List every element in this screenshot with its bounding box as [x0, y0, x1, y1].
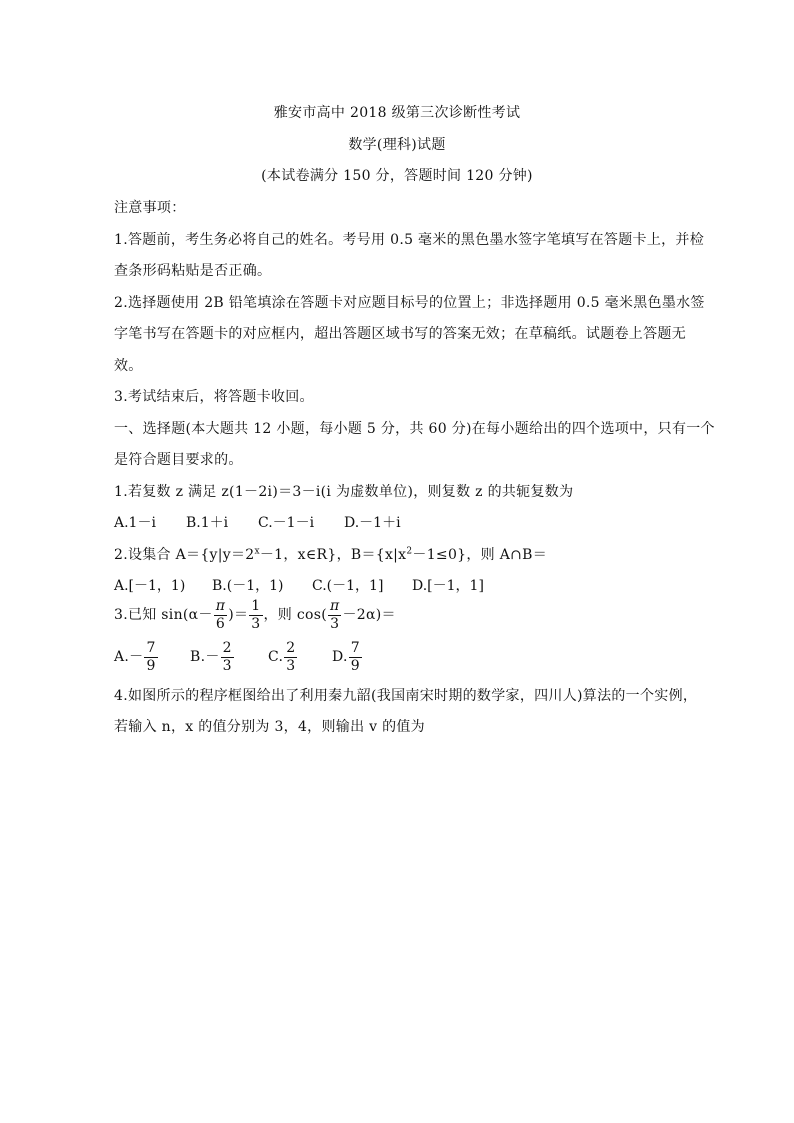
q2-stem-part-c: －1≤0}，则 A∩B＝ — [412, 547, 548, 563]
q1-stem: 1.若复数 z 满足 z(1－2i)＝3－i(i 为虚数单位)，则复数 z 的共轭复数为 — [114, 484, 574, 500]
q3-fraction-1-denominator: 6 — [215, 615, 226, 632]
q2-stem-part-b: －1，x∈R}，B＝{x|x — [259, 547, 407, 563]
q3-option-c — [268, 638, 298, 676]
note-2-line-3: 效。 — [114, 358, 143, 374]
q3-fraction-2-denominator: 3 — [251, 615, 261, 632]
q3-option-a — [114, 638, 159, 676]
q3-option-b-denominator: 3 — [222, 657, 232, 674]
q3-option-b — [190, 638, 235, 676]
q3-option-c-fraction — [284, 640, 297, 675]
q2-option-c: C.(－1，1] — [312, 578, 384, 594]
q2-option-b: B.(－1，1) — [212, 578, 284, 594]
q3-option-a-numerator: 7 — [146, 639, 156, 656]
q2-option-d: D.[－1，1] — [412, 578, 484, 594]
q2-exponent-x: x — [254, 546, 260, 557]
q4-line-2: 若输入 n，x 的值分别为 3，4，则输出 v 的值为 — [114, 719, 425, 735]
q2-option-a: A.[－1，1) — [114, 578, 186, 594]
note-1-line-1: 1.答题前，考生务必将自己的姓名。考号用 0.5 毫米的黑色墨水签字笔填写在答题卡上，并检 — [114, 232, 705, 248]
notes-heading: 注意事项： — [114, 200, 186, 216]
q3-option-b-fraction — [221, 640, 234, 675]
exam-subject: 数学(理科)试题 — [348, 137, 446, 153]
q1-option-c: C.－1－i — [258, 515, 315, 531]
q3-option-d — [332, 638, 363, 676]
q1-option-a: A.1－i — [114, 515, 156, 531]
q3-part-1: 3.已知 sin(α－ — [114, 607, 213, 623]
q3-part-4: －2α)＝ — [342, 607, 396, 623]
q3-option-c-denominator: 3 — [286, 657, 296, 674]
q1-option-b: B.1＋i — [186, 515, 229, 531]
q3-option-c-numerator: 2 — [286, 639, 296, 656]
q3-option-b-label: B.－ — [190, 649, 220, 665]
q4-line-1: 4.如图所示的程序框图给出了利用秦九韶(我国南宋时期的数学家，四川人)算法的一个实例， — [114, 688, 698, 704]
section-1-line-2: 是符合题目要求的。 — [114, 452, 243, 468]
exam-title: 雅安市高中 2018 级第三次诊断性考试 — [273, 105, 521, 121]
note-2-line-1: 2.选择题使用 2B 铅笔填涂在答题卡对应题目标号的位置上；非选择题用 0.5 毫米黑色墨水签 — [114, 295, 705, 311]
q2-stem — [114, 546, 547, 564]
q3-option-d-numerator: 7 — [350, 639, 360, 656]
q3-fraction-pi-over-6 — [214, 598, 228, 633]
note-2-line-2: 字笔书写在答题卡的对应框内，超出答题区域书写的答案无效；在草稿纸。试题卷上答题无 — [114, 326, 686, 342]
exam-info: (本试卷满分 150 分，答题时间 120 分钟) — [261, 168, 533, 184]
q3-part-2: )＝ — [228, 607, 249, 623]
section-1-line-1: 一、选择题(本大题共 12 小题，每小题 5 分，共 60 分)在每小题给出的四个选项中，只有一个 — [114, 421, 715, 437]
q3-option-d-denominator: 9 — [350, 657, 360, 674]
q3-fraction-1-numerator: π — [215, 597, 226, 614]
q3-option-c-label: C. — [268, 649, 284, 665]
q3-fraction-pi-over-3 — [328, 598, 342, 633]
q3-fraction-3-denominator: 3 — [330, 615, 340, 632]
q3-option-d-label: D. — [332, 649, 348, 665]
q3-option-a-fraction — [144, 640, 157, 675]
q1-option-d: D.－1＋i — [344, 515, 401, 531]
note-3: 3.考试结束后，将答题卡收回。 — [114, 389, 314, 405]
q3-part-3: ，则 cos( — [263, 607, 327, 623]
q2-stem-part-a: 2.设集合 A＝{y|y＝2 — [114, 547, 255, 563]
q3-option-a-label: A.－ — [114, 649, 144, 665]
q3-option-a-denominator: 9 — [146, 657, 156, 674]
q3-option-d-fraction — [349, 640, 362, 675]
q3-fraction-2-numerator: 1 — [251, 597, 261, 614]
q2-exponent-2: 2 — [406, 546, 413, 557]
note-1-line-2: 查条形码粘贴是否正确。 — [114, 263, 272, 279]
q3-option-b-numerator: 2 — [222, 639, 232, 656]
q3-fraction-one-third — [249, 598, 262, 633]
q3-fraction-3-numerator: π — [329, 597, 340, 614]
q3-stem — [114, 596, 396, 634]
